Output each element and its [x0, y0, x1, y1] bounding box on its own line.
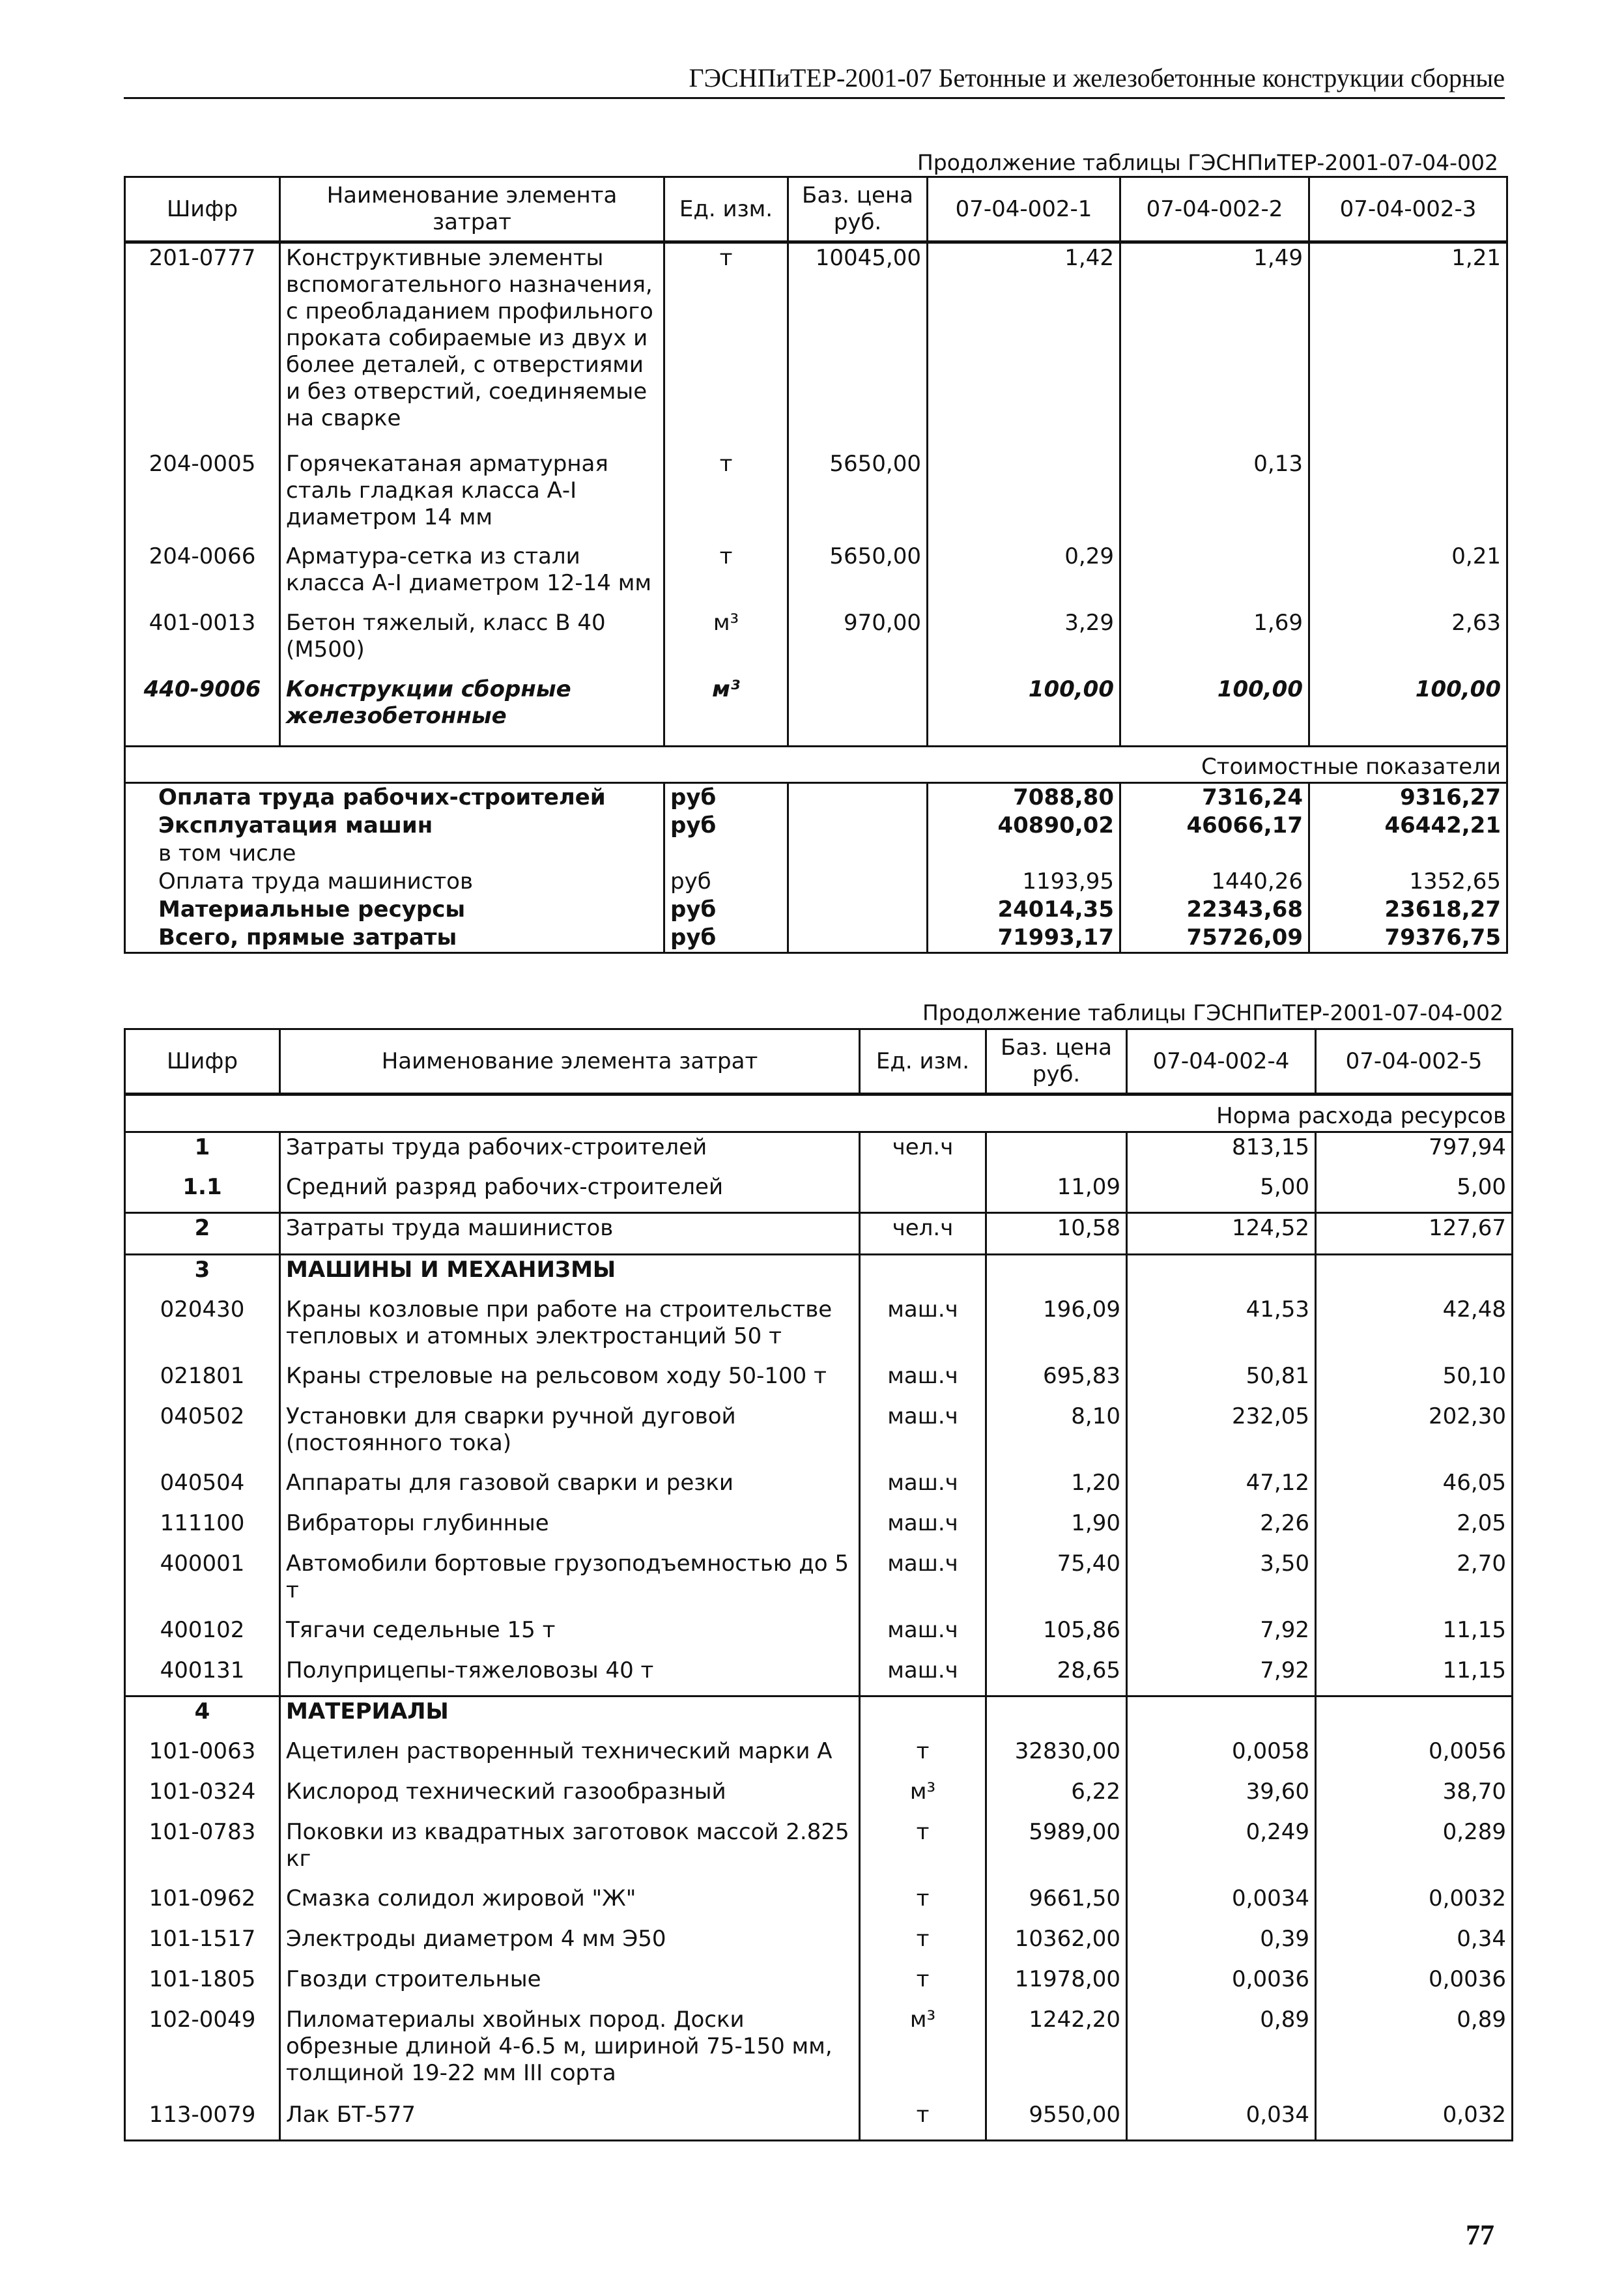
cost-row — [125, 783, 1507, 812]
norm-title-row — [125, 1095, 1513, 1132]
row-price: 1,90 — [986, 1509, 1127, 1549]
row-unit: т — [860, 1884, 986, 1925]
header-code: Шифр — [125, 1029, 280, 1095]
row-v2: 0,0032 — [1316, 1884, 1513, 1925]
row-v1: 7,92 — [1127, 1656, 1316, 1696]
table-row — [125, 1696, 1513, 1737]
header-col-1: 07-04-002-1 — [928, 177, 1120, 242]
row-v2: 202,30 — [1316, 1402, 1513, 1468]
row-name: Установки для сварки ручной дуговой (постоянного тока) — [280, 1402, 860, 1468]
row-unit: маш.ч — [860, 1549, 986, 1616]
row-name: Кислород технический газообразный — [280, 1777, 860, 1818]
row-v2: 1,69 — [1120, 608, 1309, 675]
row-v1: 0,249 — [1127, 1818, 1316, 1884]
row-v1: 0,39 — [1127, 1925, 1316, 1965]
row-unit — [860, 1255, 986, 1295]
cost-unit: руб — [664, 924, 788, 953]
row-name: Аппараты для газовой сварки и резки — [280, 1468, 860, 1509]
row-v2: 11,15 — [1316, 1656, 1513, 1696]
row-name: Пиломатериалы хвойных пород. Доски обрезные длиной 4-6.5 м, шириной 75-150 мм, толщиной 19-22 мм III сорта — [280, 2005, 860, 2100]
row-name: Ацетилен растворенный технический марки А — [280, 1737, 860, 1777]
row-v1: 0,29 — [928, 542, 1120, 608]
table1-caption: Продолжение таблицы ГЭСНПиТЕР-2001-07-04-002 — [917, 150, 1498, 175]
row-unit: м³ — [664, 608, 788, 675]
resource-table-2 — [124, 1028, 1513, 2141]
cost-v2: 46066,17 — [1120, 812, 1309, 840]
row-v3: 1,21 — [1309, 242, 1507, 450]
row-name: Гвозди строительные — [280, 1965, 860, 2005]
resource-table-1 — [124, 176, 1508, 954]
row-v1: 3,29 — [928, 608, 1120, 675]
row-v1: 100,00 — [928, 675, 1120, 747]
cost-v1: 40890,02 — [928, 812, 1120, 840]
cost-unit — [664, 840, 788, 868]
row-price: 105,86 — [986, 1616, 1127, 1656]
row-code: 2 — [125, 1213, 280, 1255]
row-unit: т — [664, 242, 788, 450]
row-unit: м³ — [664, 675, 788, 747]
row-v2: 0,89 — [1316, 2005, 1513, 2100]
row-code: 040502 — [125, 1402, 280, 1468]
table2-caption: Продолжение таблицы ГЭСНПиТЕР-2001-07-04-002 — [922, 1000, 1503, 1025]
row-unit: т — [860, 2100, 986, 2141]
header-col-3: 07-04-002-3 — [1309, 177, 1507, 242]
row-v2: 0,0036 — [1316, 1965, 1513, 2005]
row-unit: м³ — [860, 2005, 986, 2100]
table-row — [125, 542, 1507, 608]
row-price — [986, 1696, 1127, 1737]
row-code: 102-0049 — [125, 2005, 280, 2100]
cost-title: Стоимостные показатели — [125, 747, 1507, 783]
cost-name: Оплата труда рабочих-строителей — [125, 783, 664, 812]
cost-unit: руб — [664, 896, 788, 924]
row-name: Поковки из квадратных заготовок массой 2.825 кг — [280, 1818, 860, 1884]
row-name: Краны стреловые на рельсовом ходу 50-100 т — [280, 1362, 860, 1402]
row-price: 1,20 — [986, 1468, 1127, 1509]
row-price: 11978,00 — [986, 1965, 1127, 2005]
row-code: 113-0079 — [125, 2100, 280, 2141]
row-price: 28,65 — [986, 1656, 1127, 1696]
row-code: 401-0013 — [125, 608, 280, 675]
cost-row — [125, 812, 1507, 840]
row-price: 11,09 — [986, 1173, 1127, 1213]
row-unit: т — [664, 450, 788, 542]
table-row — [125, 1255, 1513, 1295]
row-code: 020430 — [125, 1295, 280, 1362]
header-col-5: 07-04-002-5 — [1316, 1029, 1513, 1095]
cost-v1: 71993,17 — [928, 924, 1120, 953]
row-name: Конструкции сборные железобетонные — [280, 675, 664, 747]
row-v2: 797,94 — [1316, 1132, 1513, 1173]
row-name: Горячекатаная арматурная сталь гладкая класса А-I диаметром 14 мм — [280, 450, 664, 542]
row-code: 1 — [125, 1132, 280, 1173]
cost-v3: 46442,21 — [1309, 812, 1507, 840]
row-name: Средний разряд рабочих-строителей — [280, 1173, 860, 1213]
header-name: Наименование элемента затрат — [280, 177, 664, 242]
row-price: 5650,00 — [788, 450, 928, 542]
row-v1: 232,05 — [1127, 1402, 1316, 1468]
row-code: 400102 — [125, 1616, 280, 1656]
table-row — [125, 242, 1507, 450]
row-v1: 2,26 — [1127, 1509, 1316, 1549]
header-unit: Ед. изм. — [860, 1029, 986, 1095]
row-v2: 0,032 — [1316, 2100, 1513, 2141]
row-unit: т — [860, 1737, 986, 1777]
row-code: 101-1517 — [125, 1925, 280, 1965]
row-price: 5650,00 — [788, 542, 928, 608]
row-code: 400131 — [125, 1656, 280, 1696]
cost-v2: 75726,09 — [1120, 924, 1309, 953]
row-code: 201-0777 — [125, 242, 280, 450]
row-price — [788, 675, 928, 747]
row-unit — [860, 1173, 986, 1213]
cost-v3 — [1309, 840, 1507, 868]
cost-v2: 22343,68 — [1120, 896, 1309, 924]
cost-v3: 23618,27 — [1309, 896, 1507, 924]
row-unit: т — [664, 542, 788, 608]
cost-unit: руб — [664, 868, 788, 896]
table-row — [125, 450, 1507, 542]
table-row — [125, 1509, 1513, 1549]
row-price: 196,09 — [986, 1295, 1127, 1362]
row-code: 440-9006 — [125, 675, 280, 747]
cost-v1: 7088,80 — [928, 783, 1120, 812]
row-v2: 0,34 — [1316, 1925, 1513, 1965]
row-code: 1.1 — [125, 1173, 280, 1213]
header-code: Шифр — [125, 177, 280, 242]
row-price: 970,00 — [788, 608, 928, 675]
row-name: Конструктивные элементы вспомогательного назначения, с преобладанием профильного проката собираемые из двух и более деталей, с отверстиями и без отверстий, соединяемые на сварке — [280, 242, 664, 450]
cost-row — [125, 924, 1507, 953]
header-unit: Ед. изм. — [664, 177, 788, 242]
cost-name: в том числе — [125, 840, 664, 868]
row-name: МАТЕРИАЛЫ — [280, 1696, 860, 1737]
row-v3 — [1309, 450, 1507, 542]
cost-unit: руб — [664, 812, 788, 840]
row-v1 — [1127, 1696, 1316, 1737]
table-row — [125, 608, 1507, 675]
table-row — [125, 1213, 1513, 1255]
row-price: 695,83 — [986, 1362, 1127, 1402]
header-col-2: 07-04-002-2 — [1120, 177, 1309, 242]
row-v1: 0,0058 — [1127, 1737, 1316, 1777]
table-row — [125, 1777, 1513, 1818]
table-row — [125, 1132, 1513, 1173]
row-unit: т — [860, 1818, 986, 1884]
row-v3: 0,21 — [1309, 542, 1507, 608]
table-row — [125, 1884, 1513, 1925]
row-code: 204-0066 — [125, 542, 280, 608]
row-v1: 1,42 — [928, 242, 1120, 450]
table-row — [125, 1656, 1513, 1696]
norm-title: Норма расхода ресурсов — [125, 1095, 1513, 1132]
row-name: Затраты труда рабочих-строителей — [280, 1132, 860, 1173]
row-v2: 0,13 — [1120, 450, 1309, 542]
row-code: 111100 — [125, 1509, 280, 1549]
row-v1: 47,12 — [1127, 1468, 1316, 1509]
row-unit: т — [860, 1965, 986, 2005]
page-header: ГЭСНПиТЕР-2001-07 Бетонные и железобетонные конструкции сборные — [124, 62, 1505, 99]
row-price: 5989,00 — [986, 1818, 1127, 1884]
cost-v1: 24014,35 — [928, 896, 1120, 924]
row-unit: т — [860, 1925, 986, 1965]
row-v2: 42,48 — [1316, 1295, 1513, 1362]
cost-v3: 9316,27 — [1309, 783, 1507, 812]
row-price — [986, 1132, 1127, 1173]
row-v1 — [928, 450, 1120, 542]
row-code: 3 — [125, 1255, 280, 1295]
cost-row — [125, 868, 1507, 896]
cost-v1: 1193,95 — [928, 868, 1120, 896]
table-row — [125, 1965, 1513, 2005]
row-v2: 0,289 — [1316, 1818, 1513, 1884]
row-v1 — [1127, 1255, 1316, 1295]
row-name: Краны козловые при работе на строительстве тепловых и атомных электростанций 50 т — [280, 1295, 860, 1362]
row-name: Полуприцепы-тяжеловозы 40 т — [280, 1656, 860, 1696]
row-unit: маш.ч — [860, 1656, 986, 1696]
table-header-row — [125, 177, 1507, 242]
row-v2: 2,05 — [1316, 1509, 1513, 1549]
table-row — [125, 1468, 1513, 1509]
row-v2 — [1316, 1696, 1513, 1737]
cost-title-row — [125, 747, 1507, 783]
page-number: 77 — [1466, 2219, 1494, 2251]
row-v2: 2,70 — [1316, 1549, 1513, 1616]
table-row — [125, 1818, 1513, 1884]
row-price: 32830,00 — [986, 1737, 1127, 1777]
row-price: 10362,00 — [986, 1925, 1127, 1965]
row-name: Лак БТ-577 — [280, 2100, 860, 2141]
row-v1: 124,52 — [1127, 1213, 1316, 1255]
row-name: Вибраторы глубинные — [280, 1509, 860, 1549]
row-v3: 2,63 — [1309, 608, 1507, 675]
row-v2: 100,00 — [1120, 675, 1309, 747]
row-name: Тягачи седельные 15 т — [280, 1616, 860, 1656]
row-unit: маш.ч — [860, 1509, 986, 1549]
row-unit: маш.ч — [860, 1362, 986, 1402]
row-unit: чел.ч — [860, 1132, 986, 1173]
table-row — [125, 1616, 1513, 1656]
row-code: 101-0962 — [125, 1884, 280, 1925]
row-v1: 50,81 — [1127, 1362, 1316, 1402]
row-name: Бетон тяжелый, класс В 40 (М500) — [280, 608, 664, 675]
table-row — [125, 2100, 1513, 2141]
table-row — [125, 1925, 1513, 1965]
cost-v3: 79376,75 — [1309, 924, 1507, 953]
row-code: 400001 — [125, 1549, 280, 1616]
row-v1: 41,53 — [1127, 1295, 1316, 1362]
row-v2 — [1316, 1255, 1513, 1295]
row-name: Затраты труда машинистов — [280, 1213, 860, 1255]
cost-v1 — [928, 840, 1120, 868]
row-name: Смазка солидол жировой "Ж" — [280, 1884, 860, 1925]
row-unit: маш.ч — [860, 1616, 986, 1656]
row-v2: 38,70 — [1316, 1777, 1513, 1818]
header-name: Наименование элемента затрат — [280, 1029, 860, 1095]
row-v1: 3,50 — [1127, 1549, 1316, 1616]
row-v1: 0,034 — [1127, 2100, 1316, 2141]
row-code: 101-0783 — [125, 1818, 280, 1884]
row-name: Электроды диаметром 4 мм Э50 — [280, 1925, 860, 1965]
row-v1: 813,15 — [1127, 1132, 1316, 1173]
row-v2: 50,10 — [1316, 1362, 1513, 1402]
table-row — [125, 1173, 1513, 1213]
row-v2: 127,67 — [1316, 1213, 1513, 1255]
row-unit: чел.ч — [860, 1213, 986, 1255]
row-v2 — [1120, 542, 1309, 608]
row-price: 75,40 — [986, 1549, 1127, 1616]
row-code: 040504 — [125, 1468, 280, 1509]
row-unit — [860, 1696, 986, 1737]
table-row — [125, 2005, 1513, 2100]
row-code: 4 — [125, 1696, 280, 1737]
cost-v2: 7316,24 — [1120, 783, 1309, 812]
row-unit: маш.ч — [860, 1295, 986, 1362]
table-row — [125, 1362, 1513, 1402]
cost-name: Материальные ресурсы — [125, 896, 664, 924]
cost-name: Оплата труда машинистов — [125, 868, 664, 896]
row-v2: 1,49 — [1120, 242, 1309, 450]
row-name: Арматура-сетка из стали класса А-I диаметром 12-14 мм — [280, 542, 664, 608]
row-v1: 5,00 — [1127, 1173, 1316, 1213]
cost-v3: 1352,65 — [1309, 868, 1507, 896]
table-row — [125, 1549, 1513, 1616]
row-price — [986, 1255, 1127, 1295]
table-header-row — [125, 1029, 1513, 1095]
row-v2: 5,00 — [1316, 1173, 1513, 1213]
table-row — [125, 1737, 1513, 1777]
row-v1: 0,89 — [1127, 2005, 1316, 2100]
row-unit: маш.ч — [860, 1468, 986, 1509]
row-price: 10,58 — [986, 1213, 1127, 1255]
table-row — [125, 1295, 1513, 1362]
row-name: Автомобили бортовые грузоподъемностью до 5 т — [280, 1549, 860, 1616]
cost-unit: руб — [664, 783, 788, 812]
cost-row — [125, 896, 1507, 924]
row-code: 021801 — [125, 1362, 280, 1402]
row-code: 204-0005 — [125, 450, 280, 542]
row-price: 10045,00 — [788, 242, 928, 450]
row-v3: 100,00 — [1309, 675, 1507, 747]
row-v2: 0,0056 — [1316, 1737, 1513, 1777]
row-name: МАШИНЫ И МЕХАНИЗМЫ — [280, 1255, 860, 1295]
header-price: Баз. цена руб. — [986, 1029, 1127, 1095]
row-v1: 7,92 — [1127, 1616, 1316, 1656]
header-price: Баз. цена руб. — [788, 177, 928, 242]
row-unit: маш.ч — [860, 1402, 986, 1468]
row-v1: 39,60 — [1127, 1777, 1316, 1818]
cost-v2 — [1120, 840, 1309, 868]
row-v1: 0,0034 — [1127, 1884, 1316, 1925]
row-v2: 11,15 — [1316, 1616, 1513, 1656]
row-v2: 46,05 — [1316, 1468, 1513, 1509]
table-row — [125, 675, 1507, 747]
row-price: 9550,00 — [986, 2100, 1127, 2141]
row-v1: 0,0036 — [1127, 1965, 1316, 2005]
row-price: 8,10 — [986, 1402, 1127, 1468]
cost-name: Всего, прямые затраты — [125, 924, 664, 953]
row-code: 101-0324 — [125, 1777, 280, 1818]
cost-row — [125, 840, 1507, 868]
row-unit: м³ — [860, 1777, 986, 1818]
row-price: 9661,50 — [986, 1884, 1127, 1925]
header-col-4: 07-04-002-4 — [1127, 1029, 1316, 1095]
row-price: 1242,20 — [986, 2005, 1127, 2100]
table-row — [125, 1402, 1513, 1468]
cost-name: Эксплуатация машин — [125, 812, 664, 840]
row-price: 6,22 — [986, 1777, 1127, 1818]
row-code: 101-1805 — [125, 1965, 280, 2005]
cost-v2: 1440,26 — [1120, 868, 1309, 896]
row-code: 101-0063 — [125, 1737, 280, 1777]
